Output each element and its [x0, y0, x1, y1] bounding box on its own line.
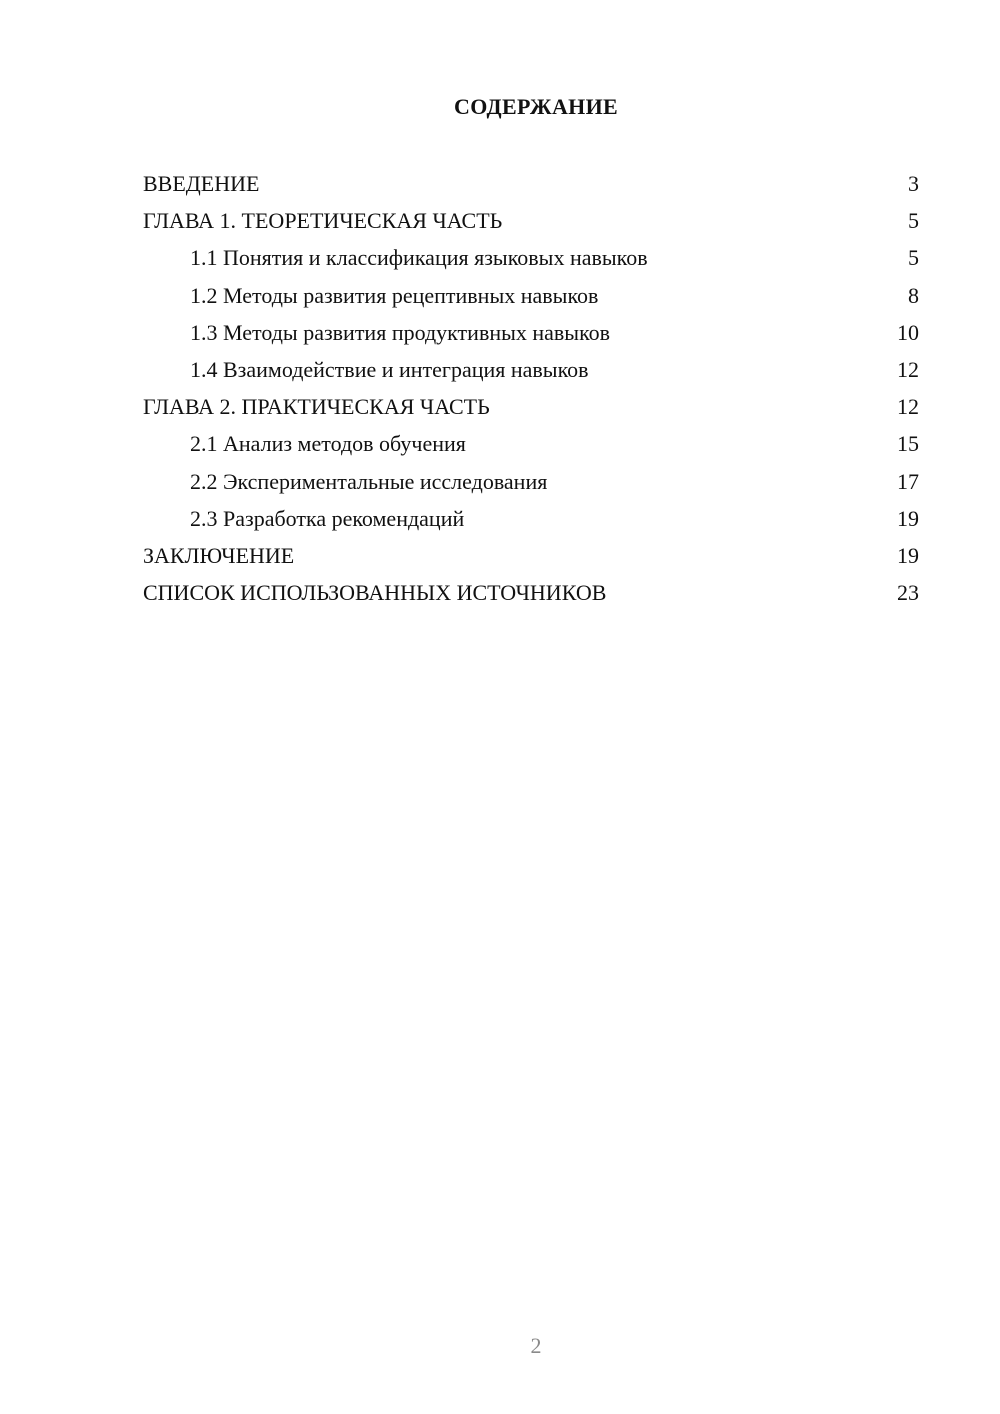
- toc-entry-page: 17: [897, 468, 919, 494]
- toc-entry-page: 10: [897, 319, 919, 345]
- toc-entry-section-1-3[interactable]: [143, 314, 919, 351]
- page-number: 2: [530, 1333, 542, 1358]
- toc-entry-chapter-2[interactable]: [143, 388, 919, 425]
- toc-entry-page: 12: [897, 356, 919, 382]
- toc-entry-label: 2.3 Разработка рекомендаций: [190, 505, 465, 531]
- toc-entry-conclusion[interactable]: [143, 537, 919, 574]
- toc-entry-references[interactable]: [143, 574, 919, 611]
- toc-entry-label: 2.2 Экспериментальные исследования: [190, 468, 548, 494]
- toc-entry-page: 5: [908, 208, 919, 234]
- toc-entry-page: 12: [897, 394, 919, 420]
- toc-entry-section-2-1[interactable]: [143, 425, 919, 462]
- toc-entry-page: 8: [908, 282, 919, 308]
- toc-entry-label: ГЛАВА 2. ПРАКТИЧЕСКАЯ ЧАСТЬ: [143, 394, 490, 420]
- toc-entry-page: 15: [897, 431, 919, 457]
- toc-entry-label: 1.3 Методы развития продуктивных навыков: [190, 319, 611, 345]
- toc-entry-label: ГЛАВА 1. ТЕОРЕТИЧЕСКАЯ ЧАСТЬ: [143, 208, 503, 234]
- table-of-contents: [143, 165, 919, 611]
- toc-entry-label: 1.1 Понятия и классификация языковых навыков: [190, 245, 648, 271]
- toc-entry-section-1-2[interactable]: [143, 277, 919, 314]
- page-title: СОДЕРЖАНИЕ: [454, 94, 618, 119]
- toc-entry-label: ЗАКЛЮЧЕНИЕ: [143, 542, 295, 568]
- toc-entry-section-1-4[interactable]: [143, 351, 919, 388]
- toc-entry-page: 19: [897, 505, 919, 531]
- toc-entry-introduction[interactable]: [143, 165, 919, 202]
- toc-entry-page: 23: [897, 580, 919, 606]
- toc-entry-section-1-1[interactable]: [143, 239, 919, 276]
- toc-entry-section-2-2[interactable]: [143, 463, 919, 500]
- toc-entry-section-2-3[interactable]: [143, 500, 919, 537]
- toc-entry-page: 19: [897, 542, 919, 568]
- toc-entry-label: 2.1 Анализ методов обучения: [190, 431, 466, 457]
- toc-entry-label: СПИСОК ИСПОЛЬЗОВАННЫХ ИСТОЧНИКОВ: [143, 580, 607, 606]
- toc-entry-page: 5: [908, 245, 919, 271]
- toc-entry-label: 1.2 Методы развития рецептивных навыков: [190, 282, 599, 308]
- toc-entry-label: 1.4 Взаимодействие и интеграция навыков: [190, 356, 589, 382]
- toc-entry-label: ВВЕДЕНИЕ: [143, 171, 260, 196]
- toc-entry-chapter-1[interactable]: [143, 202, 919, 239]
- toc-entry-page: 3: [908, 171, 919, 196]
